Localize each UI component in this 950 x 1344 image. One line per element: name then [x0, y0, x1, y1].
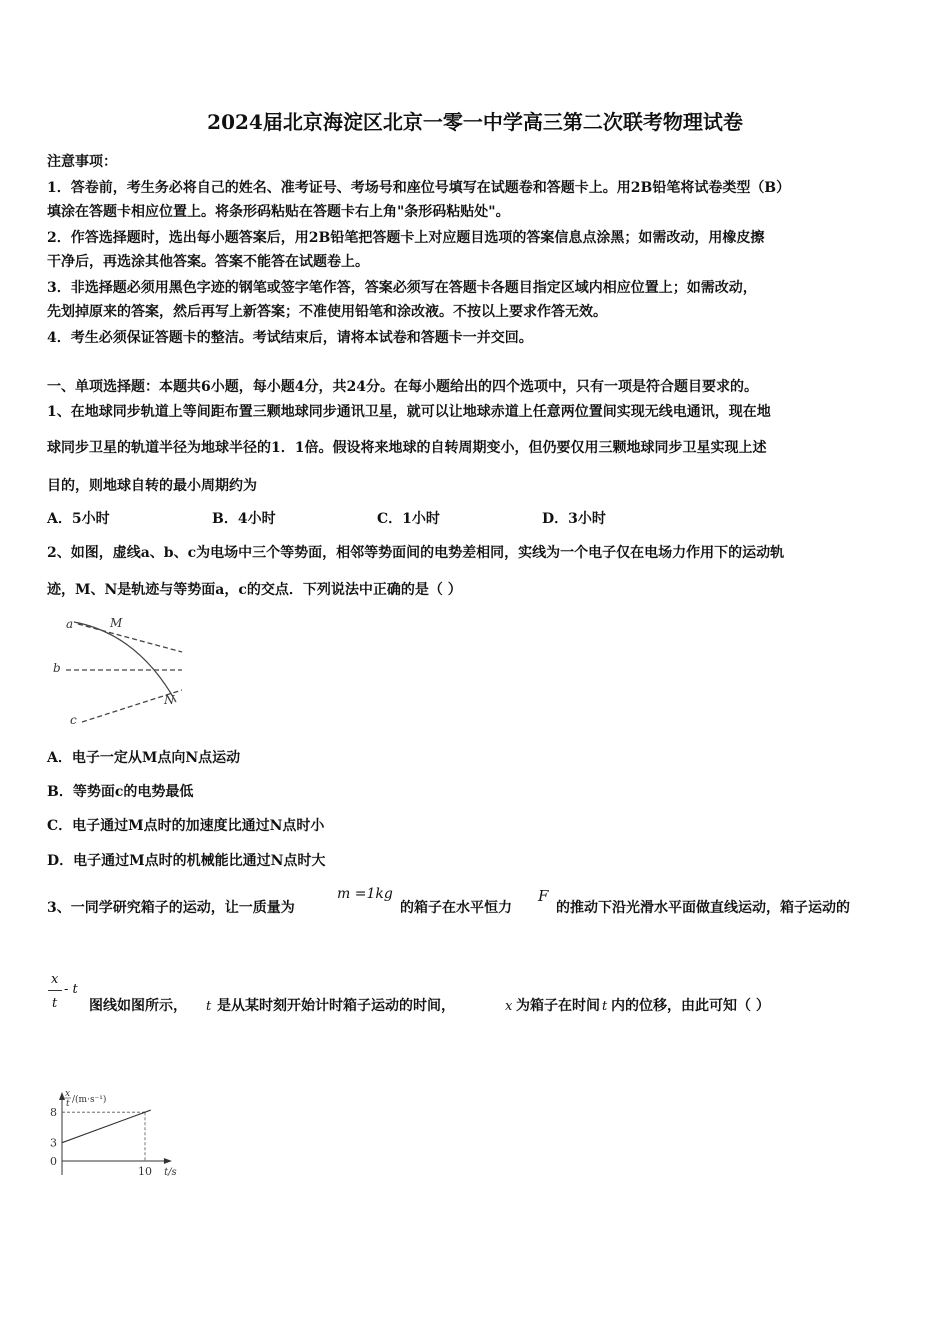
q2-option-d: D．电子通过M点时的机械能比通过N点时大 — [47, 853, 326, 869]
q3-var-t: t — [602, 999, 608, 1014]
page-title: 2024届北京海淀区北京一零一中学高三第二次联考物理试卷 — [207, 110, 743, 134]
ytick-label: 3 — [50, 1136, 57, 1150]
ytick-label: 8 — [50, 1106, 57, 1120]
q3-line2: 图线如图所示， — [89, 998, 187, 1014]
label-a: a — [66, 617, 74, 631]
notice-line: 3．非选择题必须用黑色字迹的钢笔或签字笔作答，答案必须写在答题卡各题目指定区域内相应位置上；如需改动， — [47, 280, 757, 296]
equipotential-a — [78, 624, 182, 652]
q3-text-1: 3、一同学研究箱子的运动，让一质量为 — [47, 900, 295, 916]
q3-text-3: 的推动下沿光滑水平面做直线运动，箱子运动的 — [556, 900, 850, 916]
q3-force: F — [538, 887, 549, 905]
q1-line: 目的，则地球自转的最小周期约为 — [47, 478, 257, 494]
xtick-label: 10 — [138, 1165, 152, 1178]
q3-frac-den: t — [52, 996, 58, 1011]
q1-option-b: B．4小时 — [212, 511, 276, 527]
q3-text-2: 的箱子在水平恒力 — [400, 900, 512, 916]
q1-line: 球同步卫星的轨道半径为地球半径的1．1倍。假设将来地球的自转周期变小，但仍要仅用三颗地球同步卫星实现上述 — [47, 440, 767, 456]
q2-line: 2、如图，虚线a、b、c为电场中三个等势面，相邻等势面间的电势差相同，实线为一个电子仅在电场力作用下的运动轨 — [47, 545, 785, 561]
q2-option-b: B．等势面c的电势最低 — [47, 784, 194, 800]
origin-label: 0 — [50, 1155, 57, 1168]
x-axis-arrow — [164, 1158, 172, 1164]
q2-option-c: C．电子通过M点时的加速度比通过N点时小 — [47, 818, 325, 834]
q3-chart — [40, 1046, 190, 1181]
ylabel-unit: /(m·s⁻¹) — [72, 1095, 107, 1105]
label-b: b — [53, 661, 61, 675]
xlabel: t/s — [164, 1167, 177, 1178]
label-m: M — [110, 616, 123, 630]
notice-heading: 注意事项： — [47, 154, 117, 170]
q1-option-c: C．1小时 — [377, 511, 440, 527]
label-n: N — [164, 693, 175, 707]
q3-frac-tail: - t — [64, 982, 78, 997]
q2-line: 迹，M、N是轨迹与等势面a，c的交点．下列说法中正确的是（ ） — [47, 582, 462, 598]
q1-line: 1、在地球同步轨道上等间距布置三颗地球同步通讯卫星，就可以让地球赤道上任意两位置间实现无线电通讯，现在地 — [47, 404, 771, 420]
q1-option-a: A．5小时 — [47, 511, 110, 527]
q3-frac-num: x — [51, 972, 59, 987]
q3-line2: 为箱子在时间 — [516, 998, 600, 1014]
q3-var-t: t — [206, 999, 212, 1014]
ylabel-den: t — [66, 1099, 70, 1109]
notice-line: 干净后，再选涂其他答案。答案不能答在试题卷上。 — [47, 254, 369, 270]
q2-figure — [50, 612, 190, 730]
label-c: c — [70, 713, 77, 727]
electron-trajectory — [74, 622, 176, 702]
q3-frac-bar — [48, 990, 62, 991]
notice-line: 1．答卷前，考生务必将自己的姓名、准考证号、考场号和座位号填写在试题卷和答题卡上。用2B铅笔将试卷类型（B） — [47, 180, 791, 196]
q3-var-x: x — [505, 999, 513, 1014]
ylabel-num: x — [65, 1089, 71, 1099]
q2-option-a: A．电子一定从M点向N点运动 — [47, 750, 241, 766]
notice-line: 4．考生必须保证答题卡的整洁。考试结束后，请将本试卷和答题卡一并交回。 — [47, 330, 533, 346]
notice-line: 2．作答选择题时，选出每小题答案后，用2B铅笔把答题卡上对应题目选项的答案信息点涂黑；如需改动，用橡皮擦 — [47, 230, 765, 246]
q1-option-d: D．3小时 — [542, 511, 606, 527]
q3-line2: 内的位移，由此可知（ ） — [611, 998, 770, 1014]
q3-mass: m =1kg — [337, 886, 393, 902]
q3-line2: 是从某时刻开始计时箱子运动的时间， — [217, 998, 455, 1014]
section-heading: 一、单项选择题：本题共6小题，每小题4分，共24分。在每小题给出的四个选项中，只有一项是符合题目要求的。 — [47, 379, 758, 395]
notice-line: 先划掉原来的答案，然后再写上新答案；不准使用铅笔和涂改液。不按以上要求作答无效。 — [47, 304, 607, 320]
data-line — [62, 1110, 151, 1143]
notice-line: 填涂在答题卡相应位置上。将条形码粘贴在答题卡右上角"条形码粘贴处"。 — [47, 204, 510, 220]
